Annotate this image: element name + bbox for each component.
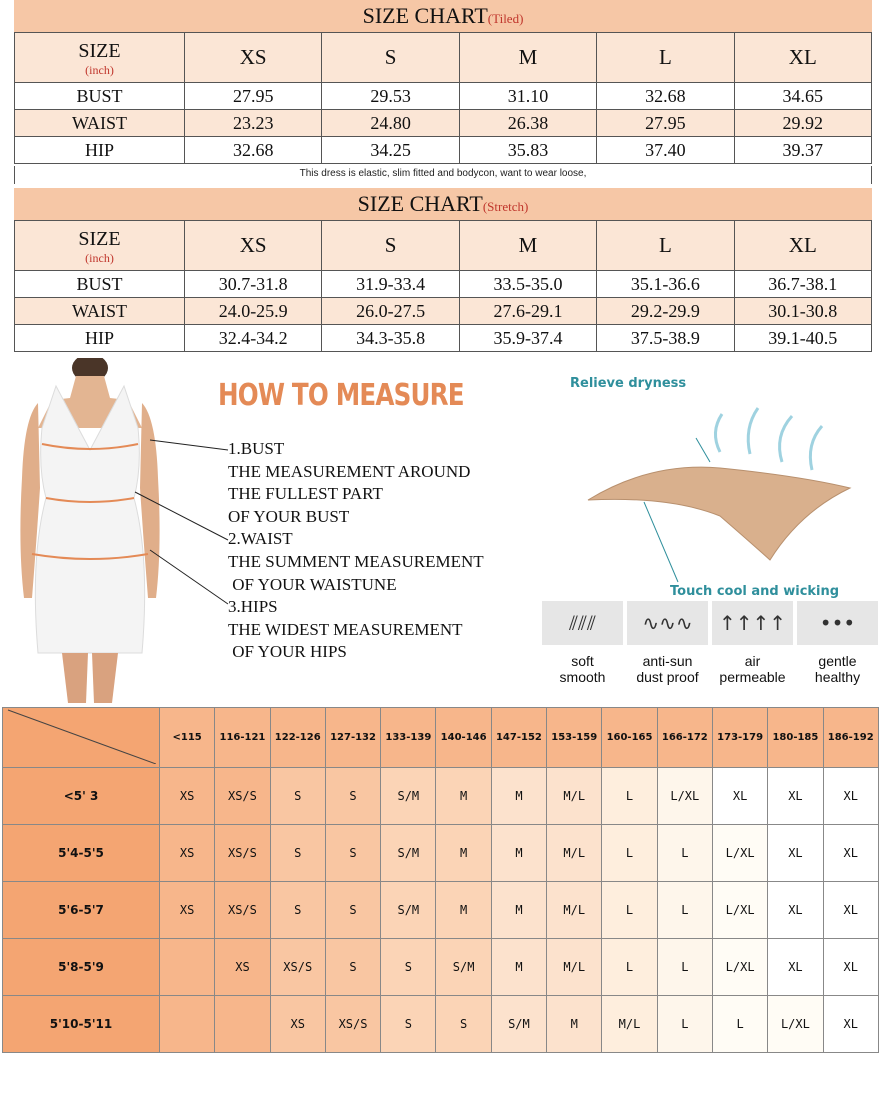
grid-cell bbox=[215, 996, 270, 1053]
grid-cell: L bbox=[657, 939, 712, 996]
grid-cell: S bbox=[436, 996, 491, 1053]
step-line: OF YOUR WAISTUNE bbox=[228, 574, 397, 594]
how-to-measure-title: HOW TO MEASURE bbox=[218, 378, 464, 413]
grid-cell: XL bbox=[768, 882, 823, 939]
grid-cell: S bbox=[270, 882, 325, 939]
grid-cell: S bbox=[325, 825, 380, 882]
table-row bbox=[15, 325, 872, 352]
grid-cell: M/L bbox=[602, 996, 657, 1053]
grid-cell: S/M bbox=[381, 768, 436, 825]
feature-label: smooth bbox=[559, 669, 606, 685]
table-cell: 31.9-33.4 bbox=[322, 271, 459, 298]
weight-header: 160-165 bbox=[602, 708, 657, 768]
grid-cell: S/M bbox=[381, 882, 436, 939]
height-label: 5'6-5'7 bbox=[3, 882, 160, 939]
row-label: HIP bbox=[15, 137, 185, 164]
weight-header: 122-126 bbox=[270, 708, 325, 768]
weight-header: 127-132 bbox=[325, 708, 380, 768]
table-cell: 32.68 bbox=[597, 83, 734, 110]
grid-cell: L bbox=[657, 996, 712, 1053]
feature-icons bbox=[542, 601, 878, 701]
table-cell: 34.3-35.8 bbox=[322, 325, 459, 352]
unit-label: (inch) bbox=[85, 63, 114, 77]
size-chart-tiled-title bbox=[14, 0, 872, 32]
grid-cell: XL bbox=[823, 825, 878, 882]
row-label: BUST bbox=[15, 83, 185, 110]
grid-cell: M bbox=[436, 882, 491, 939]
table-cell: 27.6-29.1 bbox=[459, 298, 596, 325]
height-weight-grid bbox=[2, 707, 879, 1053]
table-cell: 30.1-30.8 bbox=[734, 298, 871, 325]
table-row bbox=[3, 939, 879, 996]
feature-label: gentle bbox=[818, 653, 857, 669]
fit-note: This dress is elastic, slim fitted and bodycon, want to wear loose, bbox=[14, 166, 872, 184]
grid-cell: XS bbox=[160, 882, 215, 939]
table-row bbox=[15, 137, 872, 164]
table-cell: 37.40 bbox=[597, 137, 734, 164]
size-header: L bbox=[597, 33, 734, 83]
grid-cell: S/M bbox=[491, 996, 546, 1053]
table-cell: 30.7-31.8 bbox=[185, 271, 322, 298]
grid-cell: L bbox=[712, 996, 767, 1053]
size-table-stretch bbox=[14, 220, 872, 352]
grid-cell: XS/S bbox=[215, 882, 270, 939]
grid-cell: M bbox=[547, 996, 602, 1053]
weight-header: 186-192 bbox=[823, 708, 878, 768]
table-cell: 23.23 bbox=[185, 110, 322, 137]
step-line: 1.BUST bbox=[228, 439, 285, 458]
size-header: XS bbox=[185, 221, 322, 271]
grid-cell: S/M bbox=[381, 825, 436, 882]
unit-label: (inch) bbox=[85, 251, 114, 265]
table-cell: 27.95 bbox=[185, 83, 322, 110]
weight-header: 153-159 bbox=[547, 708, 602, 768]
grid-cell: S bbox=[381, 996, 436, 1053]
table-cell: 27.95 bbox=[597, 110, 734, 137]
touch-cool-label: Touch cool and wicking bbox=[670, 584, 840, 599]
grid-cell: XS/S bbox=[215, 825, 270, 882]
grid-cell: L bbox=[602, 825, 657, 882]
size-header: M bbox=[459, 33, 596, 83]
grid-cell: XL bbox=[768, 768, 823, 825]
table-row bbox=[15, 298, 872, 325]
grid-header-row bbox=[3, 708, 879, 768]
size-header: XL bbox=[734, 33, 871, 83]
grid-cell: L/XL bbox=[712, 939, 767, 996]
table-cell: 35.9-37.4 bbox=[459, 325, 596, 352]
table-cell: 34.25 bbox=[322, 137, 459, 164]
grid-cell bbox=[160, 996, 215, 1053]
grid-cell: S bbox=[325, 939, 380, 996]
grid-cell: S bbox=[270, 825, 325, 882]
table-cell: 36.7-38.1 bbox=[734, 271, 871, 298]
size-chart-stretch-title bbox=[14, 188, 872, 220]
size-header: S bbox=[322, 221, 459, 271]
table-cell: 32.68 bbox=[185, 137, 322, 164]
grid-cell: XS/S bbox=[325, 996, 380, 1053]
weight-header: 116-121 bbox=[215, 708, 270, 768]
height-label: 5'10-5'11 bbox=[3, 996, 160, 1053]
step-line: OF YOUR BUST bbox=[228, 506, 350, 526]
measure-steps bbox=[228, 438, 528, 664]
table-cell: 29.53 bbox=[322, 83, 459, 110]
size-header: L bbox=[597, 221, 734, 271]
grid-cell: XL bbox=[823, 768, 878, 825]
grid-cell: M bbox=[491, 768, 546, 825]
grid-cell: M bbox=[491, 939, 546, 996]
row-label: BUST bbox=[15, 271, 185, 298]
grid-cell: S/M bbox=[436, 939, 491, 996]
table-header-row bbox=[15, 33, 872, 83]
grid-cell: S bbox=[270, 768, 325, 825]
chart-subtitle-text: (Tiled) bbox=[487, 11, 524, 26]
grid-cell: S bbox=[325, 768, 380, 825]
grid-cell: M bbox=[491, 882, 546, 939]
weight-header: <115 bbox=[160, 708, 215, 768]
height-label: 5'8-5'9 bbox=[3, 939, 160, 996]
table-cell: 29.2-29.9 bbox=[597, 298, 734, 325]
anti-sun-icon: ∿∿∿ bbox=[627, 601, 708, 645]
grid-cell: XS bbox=[215, 939, 270, 996]
feature-label: dust proof bbox=[636, 669, 699, 685]
weight-header: 133-139 bbox=[381, 708, 436, 768]
grid-cell: XS bbox=[160, 768, 215, 825]
step-line: THE SUMMENT MEASUREMENT bbox=[228, 551, 484, 571]
how-to-measure-section bbox=[0, 358, 880, 703]
grid-cell: M/L bbox=[547, 768, 602, 825]
size-label-cell bbox=[15, 33, 185, 83]
table-cell: 34.65 bbox=[734, 83, 871, 110]
table-row bbox=[3, 996, 879, 1053]
size-chart-tiled bbox=[14, 0, 872, 164]
grid-cell: L/XL bbox=[712, 882, 767, 939]
feature-label: air bbox=[744, 653, 761, 669]
table-cell: 35.83 bbox=[459, 137, 596, 164]
table-cell: 26.0-27.5 bbox=[322, 298, 459, 325]
air-permeable-icon: ↑↑↑↑ bbox=[712, 601, 793, 645]
step-line: THE FULLEST PART bbox=[228, 484, 383, 504]
fabric-illustration bbox=[560, 372, 870, 612]
diagonal-divider bbox=[6, 708, 156, 764]
step-line: THE WIDEST MEASUREMENT bbox=[228, 619, 463, 639]
feature-item bbox=[542, 601, 623, 701]
grid-cell: M bbox=[491, 825, 546, 882]
fabric-swatch-icon bbox=[560, 392, 870, 612]
table-row bbox=[3, 825, 879, 882]
grid-cell: S bbox=[325, 882, 380, 939]
feature-label: healthy bbox=[814, 669, 861, 685]
size-label: SIZE bbox=[78, 228, 121, 250]
table-row bbox=[15, 271, 872, 298]
gentle-healthy-icon: ••• bbox=[797, 601, 878, 645]
size-table-tiled bbox=[14, 32, 872, 164]
table-cell: 39.1-40.5 bbox=[734, 325, 871, 352]
row-label: WAIST bbox=[15, 298, 185, 325]
grid-cell: XS/S bbox=[270, 939, 325, 996]
pointer-lines bbox=[0, 358, 240, 618]
step-line: 3.HIPS bbox=[228, 597, 278, 617]
size-header: XS bbox=[185, 33, 322, 83]
chart-title-text: SIZE CHART bbox=[362, 3, 488, 28]
row-label: HIP bbox=[15, 325, 185, 352]
table-row bbox=[3, 768, 879, 825]
height-label: <5' 3 bbox=[3, 768, 160, 825]
table-header-row bbox=[15, 221, 872, 271]
grid-cell: XS bbox=[160, 825, 215, 882]
weight-header: 166-172 bbox=[657, 708, 712, 768]
grid-cell: S bbox=[381, 939, 436, 996]
grid-cell: XL bbox=[823, 882, 878, 939]
grid-cell: XL bbox=[712, 768, 767, 825]
grid-corner-cell bbox=[3, 708, 160, 768]
grid-cell: XL bbox=[823, 996, 878, 1053]
grid-cell: M/L bbox=[547, 939, 602, 996]
grid-cell: M/L bbox=[547, 825, 602, 882]
table-cell: 32.4-34.2 bbox=[185, 325, 322, 352]
table-row bbox=[15, 110, 872, 137]
step-line: THE MEASUREMENT AROUND bbox=[228, 461, 471, 481]
feature-label: soft bbox=[571, 653, 594, 669]
table-cell: 33.5-35.0 bbox=[459, 271, 596, 298]
grid-cell: XS bbox=[270, 996, 325, 1053]
grid-cell: L bbox=[602, 882, 657, 939]
height-label: 5'4-5'5 bbox=[3, 825, 160, 882]
soft-smooth-icon: ⫽⫽⫽ bbox=[542, 601, 623, 645]
grid-cell: M/L bbox=[547, 882, 602, 939]
size-header: XL bbox=[734, 221, 871, 271]
grid-cell: M bbox=[436, 825, 491, 882]
weight-header: 140-146 bbox=[436, 708, 491, 768]
chart-title-text: SIZE CHART bbox=[357, 191, 483, 216]
table-cell: 24.0-25.9 bbox=[185, 298, 322, 325]
grid-cell bbox=[160, 939, 215, 996]
table-cell: 24.80 bbox=[322, 110, 459, 137]
grid-cell: L bbox=[602, 768, 657, 825]
grid-cell: XL bbox=[768, 825, 823, 882]
weight-header: 173-179 bbox=[712, 708, 767, 768]
table-cell: 31.10 bbox=[459, 83, 596, 110]
grid-cell: XL bbox=[823, 939, 878, 996]
grid-cell: M bbox=[436, 768, 491, 825]
step-line: 2.WAIST bbox=[228, 529, 293, 549]
grid-cell: XS/S bbox=[215, 768, 270, 825]
size-label: SIZE bbox=[78, 40, 121, 62]
feature-item bbox=[712, 601, 793, 701]
relieve-dryness-label: Relieve dryness bbox=[570, 376, 687, 391]
size-label-cell bbox=[15, 221, 185, 271]
table-cell: 35.1-36.6 bbox=[597, 271, 734, 298]
feature-item bbox=[627, 601, 708, 701]
grid-cell: L bbox=[657, 825, 712, 882]
step-line: OF YOUR HIPS bbox=[228, 642, 347, 662]
size-header: M bbox=[459, 221, 596, 271]
feature-item bbox=[797, 601, 878, 701]
table-cell: 37.5-38.9 bbox=[597, 325, 734, 352]
feature-label: anti-sun bbox=[642, 653, 693, 669]
table-row bbox=[15, 83, 872, 110]
grid-cell: L bbox=[657, 882, 712, 939]
grid-cell: L/XL bbox=[768, 996, 823, 1053]
feature-label: permeable bbox=[719, 669, 786, 685]
table-cell: 29.92 bbox=[734, 110, 871, 137]
table-row bbox=[3, 882, 879, 939]
table-cell: 39.37 bbox=[734, 137, 871, 164]
table-cell: 26.38 bbox=[459, 110, 596, 137]
weight-header: 147-152 bbox=[491, 708, 546, 768]
grid-cell: L/XL bbox=[712, 825, 767, 882]
grid-cell: XL bbox=[768, 939, 823, 996]
size-chart-stretch bbox=[14, 188, 872, 352]
grid-cell: L bbox=[602, 939, 657, 996]
chart-subtitle-text: (Stretch) bbox=[482, 199, 529, 214]
size-header: S bbox=[322, 33, 459, 83]
weight-header: 180-185 bbox=[768, 708, 823, 768]
row-label: WAIST bbox=[15, 110, 185, 137]
grid-cell: L/XL bbox=[657, 768, 712, 825]
